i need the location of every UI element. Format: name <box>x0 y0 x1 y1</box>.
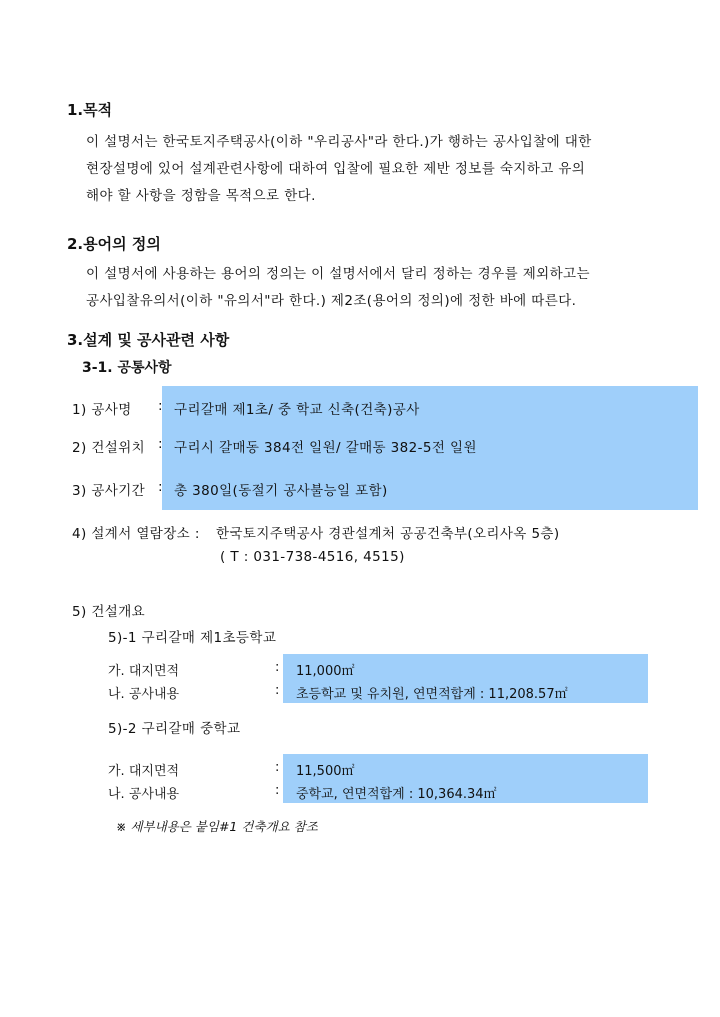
period-colon: : <box>158 479 163 495</box>
school-1-site-area-value: 11,000㎡ <box>296 664 355 679</box>
school-2-content-colon: : <box>275 783 280 798</box>
section-2-line-2: 공사입찰유의서(이하 "유의서"라 한다.) 제2조(용어의 정의)에 정한 바에 따른다. <box>86 293 577 309</box>
school-2-content-value: 중학교, 연면적합계 : 10,364.34㎡ <box>296 787 497 802</box>
period-value: 총 380일(동절기 공사불능일 포함) <box>174 483 388 499</box>
school-1-content-label: 나. 공사내용 <box>108 687 180 702</box>
location-colon: : <box>158 436 163 452</box>
project-name-value: 구리갈매 제1초/ 중 학교 신축(건축)공사 <box>174 402 420 418</box>
school-1-content-value: 초등학교 및 유치원, 연면적합계 : 11,208.57㎡ <box>296 687 568 702</box>
school-2-title: 5)-2 구리갈매 중학교 <box>108 721 241 737</box>
school-1-site-area-colon: : <box>275 660 280 675</box>
construction-overview-heading: 5) 건설개요 <box>72 604 146 620</box>
school-2-site-area-value: 11,500㎡ <box>296 764 355 779</box>
school-1-title: 5)-1 구리갈매 제1초등학교 <box>108 630 277 646</box>
section-3-heading: 3.설계 및 공사관련 사항 <box>67 331 230 349</box>
section-1-line-3: 해야 할 사항을 정함을 목적으로 한다. <box>86 188 316 204</box>
section-1-line-1: 이 설명서는 한국토지주택공사(이하 "우리공사"라 한다.)가 행하는 공사입찰에 대한 <box>86 134 592 150</box>
section-2-heading: 2.용어의 정의 <box>67 235 161 253</box>
viewing-place-value: 한국토지주택공사 경관설계처 공공건축부(오리사옥 5층) <box>216 526 560 542</box>
section-1-line-2: 현장설명에 있어 설계관련사항에 대하여 입찰에 필요한 제반 정보를 숙지하고 유의 <box>86 161 586 177</box>
section-3-1-subheading: 3-1. 공통사항 <box>82 360 172 376</box>
school-1-site-area-label: 가. 대지면적 <box>108 664 180 679</box>
school-2-content-label: 나. 공사내용 <box>108 787 180 802</box>
location-value: 구리시 갈매동 384전 일원/ 갈매동 382-5전 일원 <box>174 440 477 456</box>
section-2-line-1: 이 설명서에 사용하는 용어의 정의는 이 설명서에서 달리 정하는 경우를 제외하고는 <box>86 266 590 282</box>
viewing-place-tel: ( T : 031-738-4516, 4515) <box>220 549 405 565</box>
location-label: 2) 건설위치 <box>72 440 146 456</box>
project-name-label: 1) 공사명 <box>72 402 132 418</box>
school-1-content-colon: : <box>275 683 280 698</box>
school-2-site-area-label: 가. 대지면적 <box>108 764 180 779</box>
period-label: 3) 공사기간 <box>72 483 146 499</box>
detail-reference-note: ※ 세부내용은 붙임#1 건축개요 참조 <box>116 819 318 834</box>
school-2-site-area-colon: : <box>275 760 280 775</box>
viewing-place-label: 4) 설계서 열람장소 : <box>72 526 200 542</box>
section-1-heading: 1.목적 <box>67 101 113 119</box>
project-name-colon: : <box>158 398 163 414</box>
